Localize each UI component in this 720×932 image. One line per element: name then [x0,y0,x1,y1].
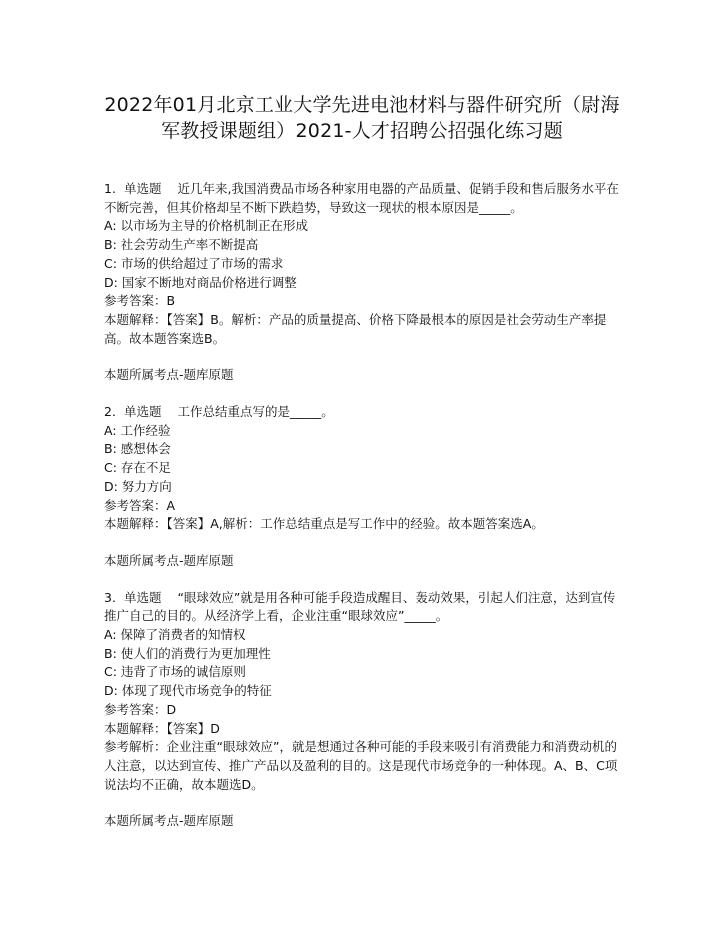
question-number: 2. [104,404,116,420]
question-type: 单选题 [123,404,162,420]
reference-answer: 参考答案：B [104,293,176,309]
option-a: A: 以市场为主导的价格机制正在形成 [104,218,309,234]
reference-answer: 参考答案：A [104,497,176,513]
topic-note: 本题所属考点-题库原题 [104,552,234,568]
explanation: 本题解释：【答案】B。解析：产品的质量提高、价格下降最根本的原因是社会劳动生产率提高。故本题答案选B。 [104,311,607,346]
topic-note: 本题所属考点-题库原题 [104,367,234,383]
option-a: A: 保障了消费者的知情权 [104,627,246,643]
question-number: 1. [104,181,116,196]
title-line-2: 军教授课题组）2021-人才招聘公招强化练习题 [161,120,563,142]
question-stem [104,180,620,217]
option-a: A: 工作经验 [104,422,171,438]
question-type: 单选题 [123,589,162,605]
option-c: C: 市场的供给超过了市场的需求 [104,255,284,271]
explanation: 本题解释：【答案】D [104,720,220,736]
question-list [104,180,620,831]
option-b: B: 使人们的消费行为更加理性 [104,645,271,661]
question-3 [104,589,620,831]
question-text: “眼球效应”就是用各种可能手段造成醒目、轰动效果，引起人们注意，达到宣传推广自己的目的。从经济学上看，企业注重“眼球效应”_____。 [104,589,616,624]
reference-answer: 参考答案：D [104,701,177,717]
question-2 [104,403,620,571]
option-d: D: 努力方向 [104,478,172,494]
document-title [104,92,620,144]
question-text: 近几年来,我国消费品市场各种家用电器的产品质量、促销手段和售后服务水平在不断完善，但其价格却呈不断下跌趋势，导致这一现状的根本原因是_____。 [104,181,619,215]
topic-note: 本题所属考点-题库原题 [104,813,234,829]
option-b: B: 社会劳动生产率不断提高 [104,237,259,253]
reference-analysis: 参考解析：企业注重“眼球效应”，就是想通过各种可能的手段来吸引有消费能力和消费动机的人注意，以达到宣传、推广产品以及盈利的目的。这是现代市场竞争的一种体现。A、B、C项说法均不正确，故本题选D。 [104,739,618,792]
option-d: D: 体现了现代市场竞争的特征 [104,683,272,699]
question-1 [104,180,620,385]
explanation: 本题解释：【答案】A,解析：工作总结重点是写工作中的经验。故本题答案选A。 [104,516,544,532]
option-c: C: 违背了市场的诚信原则 [104,664,246,680]
question-stem [104,403,620,422]
question-text: 工作总结重点写的是_____。 [177,404,334,420]
question-number: 3. [104,589,116,605]
option-b: B: 感想体会 [104,441,171,457]
option-d: D: 国家不断地对商品价格进行调整 [104,274,297,290]
question-stem [104,589,620,626]
title-line-1: 2022年01月北京工业大学先进电池材料与器件研究所（尉海 [104,94,620,116]
option-c: C: 存在不足 [104,460,171,476]
question-type: 单选题 [123,181,162,196]
